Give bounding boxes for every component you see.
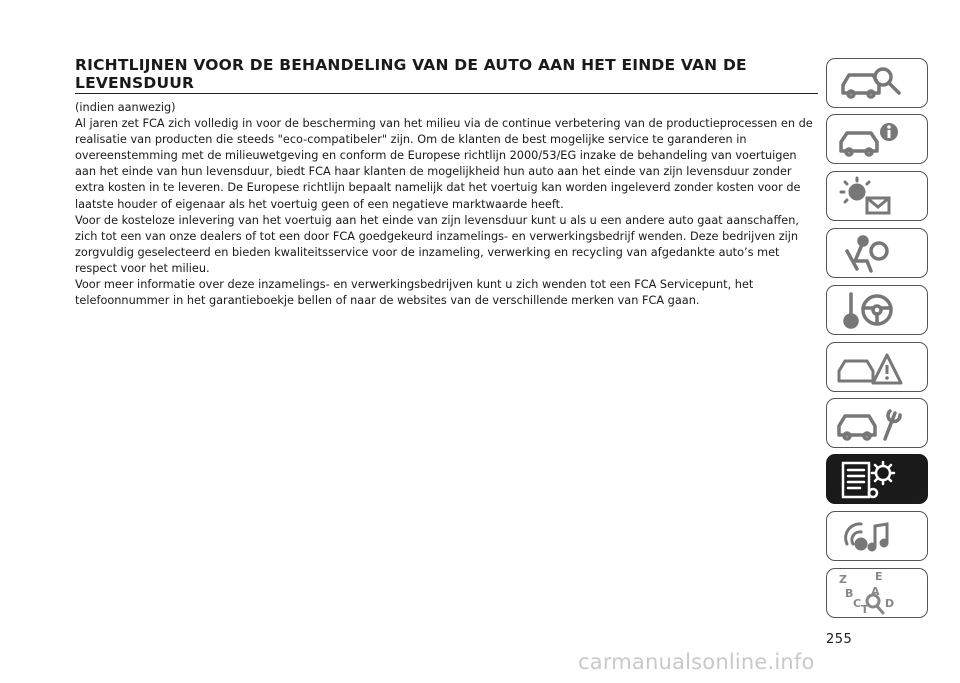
index-letter: D [885,597,895,610]
page-number: 255 [826,632,853,647]
airbag-safety-icon [827,229,929,279]
tab-car-warning[interactable] [826,342,928,392]
index-letter: E [875,570,883,583]
index-letter: B [845,587,854,600]
watermark-text: carmanualsonline.info [578,650,815,674]
tab-car-search[interactable] [826,58,928,108]
index-letter: T [861,603,869,616]
paragraph-availability: (indien aanwezig) [75,101,176,114]
multimedia-icon [827,512,929,562]
car-info-icon [827,115,929,165]
body-text [75,100,813,309]
page-title: RICHTLIJNEN VOOR DE BEHANDELING VAN DE AUTO AAN HET EINDE VAN DE LEVENSDUUR [75,56,747,92]
car-warning-icon [827,343,929,393]
tab-key-wheel[interactable] [826,285,928,335]
car-wrench-icon [827,399,929,449]
key-steering-wheel-icon [827,286,929,336]
tab-car-info[interactable] [826,114,928,164]
index-letter: Z [839,573,847,586]
paragraph-commitment: Al jaren zet FCA zich volledig in voor de bescherming van het milieu via de continue verbetering van de productieprocessen en de realisatie van producten die steeds "eco-compatibeler" zijn. Om de klanten de best mogelijke service te garanderen in overeenstemming met de milieuwetgeving en conform de Europese richtlijn 2000/53/EG inzake de behandeling van voertuigen aan het einde van hun levensduur, biedt FCA haar klanten de mogelijkheid hun auto aan het einde van zijn levensduur zonder extra kosten in te leveren. De Europese richtlijn bepaalt namelijk dat het voertuig kan worden ingeleverd zonder kosten voor de laatste houder of eigenaar als het voertuig geen of een negatieve marktwaarde heeft. [75,117,813,211]
index-letter: C [853,597,862,610]
technical-data-icon [827,455,929,505]
tab-technical-data[interactable] [826,454,928,504]
tab-index[interactable] [826,568,928,618]
index-letter: A [871,585,880,598]
lights-message-icon [827,172,929,222]
paragraph-return: Voor de kosteloze inlevering van het voertuig aan het einde van zijn levensduur kunt u als u een andere auto gaat aanschaffen, zich tot een van onze dealers of tot een door FCA goedgekeurd inzamelings- en verwerkingsbedrijf wenden. Deze bedrijven zijn zorgvuldig geselecteerd en bieden kwaliteitsservice voor de inzameling, verwerking en recycling van afgedankte auto’s met respect voor het milieu. [75,213,799,275]
tab-safety[interactable] [826,228,928,278]
car-search-icon [827,59,929,109]
tab-car-service[interactable] [826,398,928,448]
title-divider [75,93,818,94]
paragraph-more-info: Voor meer informatie over deze inzamelings- en verwerkingsbedrijven kunt u zich wenden tot een FCA Servicepunt, het telefoonnummer in het garantieboekje bellen of naar de websites van de verschillende merken van FCA gaan. [75,278,754,308]
index-icon [827,569,929,619]
tab-multimedia[interactable] [826,511,928,561]
tab-lights-message[interactable] [826,171,928,221]
